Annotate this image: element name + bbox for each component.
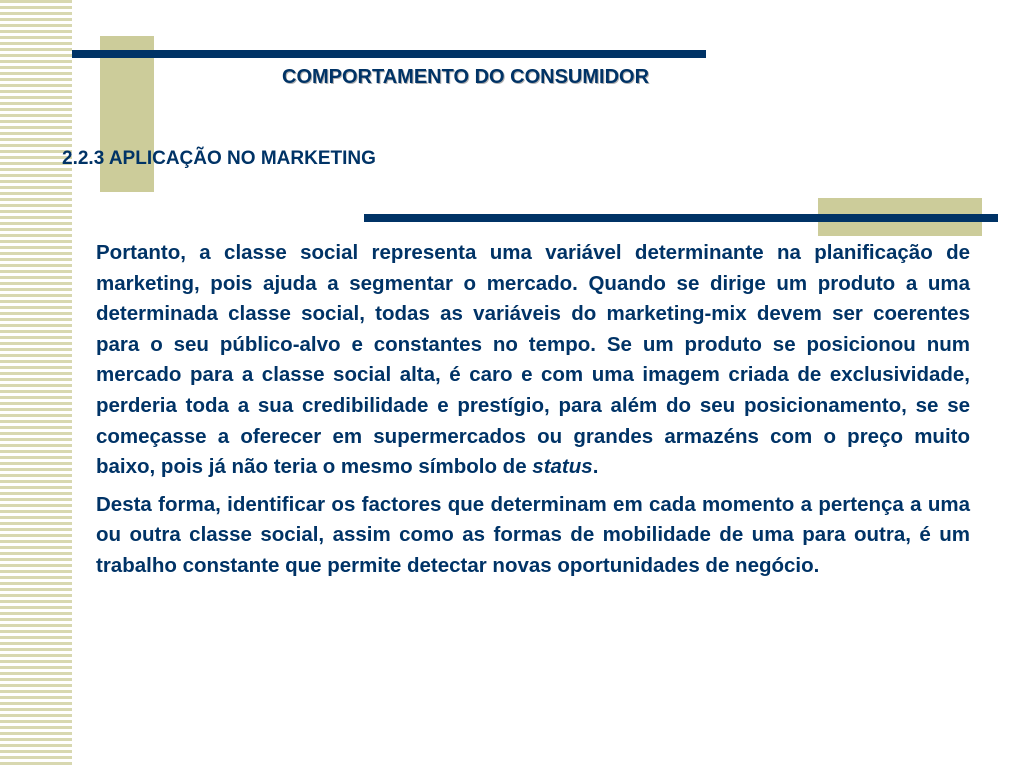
paragraph-2: Desta forma, identificar os factores que determinam em cada momento a pertença a uma ou outra classe social, assim como as formas de mobilidade de uma para outra, é um trabalho constante que permite detectar novas oportunidades de negócio. (96, 492, 970, 577)
paragraph-1 (96, 238, 970, 483)
body-text (96, 238, 970, 589)
slide-title: COMPORTAMENTO DO CONSUMIDOR (282, 66, 650, 88)
paragraph-1-text: Portanto, a classe social representa uma variável determinante na planificação de marketing, pois ajuda a segmentar o mercado. Quando se dirige um produto a uma determinada classe social, todas as variáveis do marketing-mix devem ser coerentes para o seu público-alvo e constantes no tempo. Se um produto se posicionou num mercado para a classe social alta, é caro e com uma imagem criada de exclusividade, perderia toda a sua credibilidade e prestígio, para além do seu posicionamento, se se começasse a oferecer em supermercados ou grandes armazéns com o preço muito baixo, pois já não teria o mesmo símbolo de (96, 241, 970, 479)
paragraph-1-end: . (592, 455, 599, 479)
section-heading: 2.2.3 APLICAÇÃO NO MARKETING (62, 148, 376, 169)
decorative-stripes (0, 0, 72, 768)
emphasis-status: status (532, 455, 593, 479)
decorative-bar-middle (364, 214, 998, 222)
decorative-bar-top (72, 50, 706, 58)
